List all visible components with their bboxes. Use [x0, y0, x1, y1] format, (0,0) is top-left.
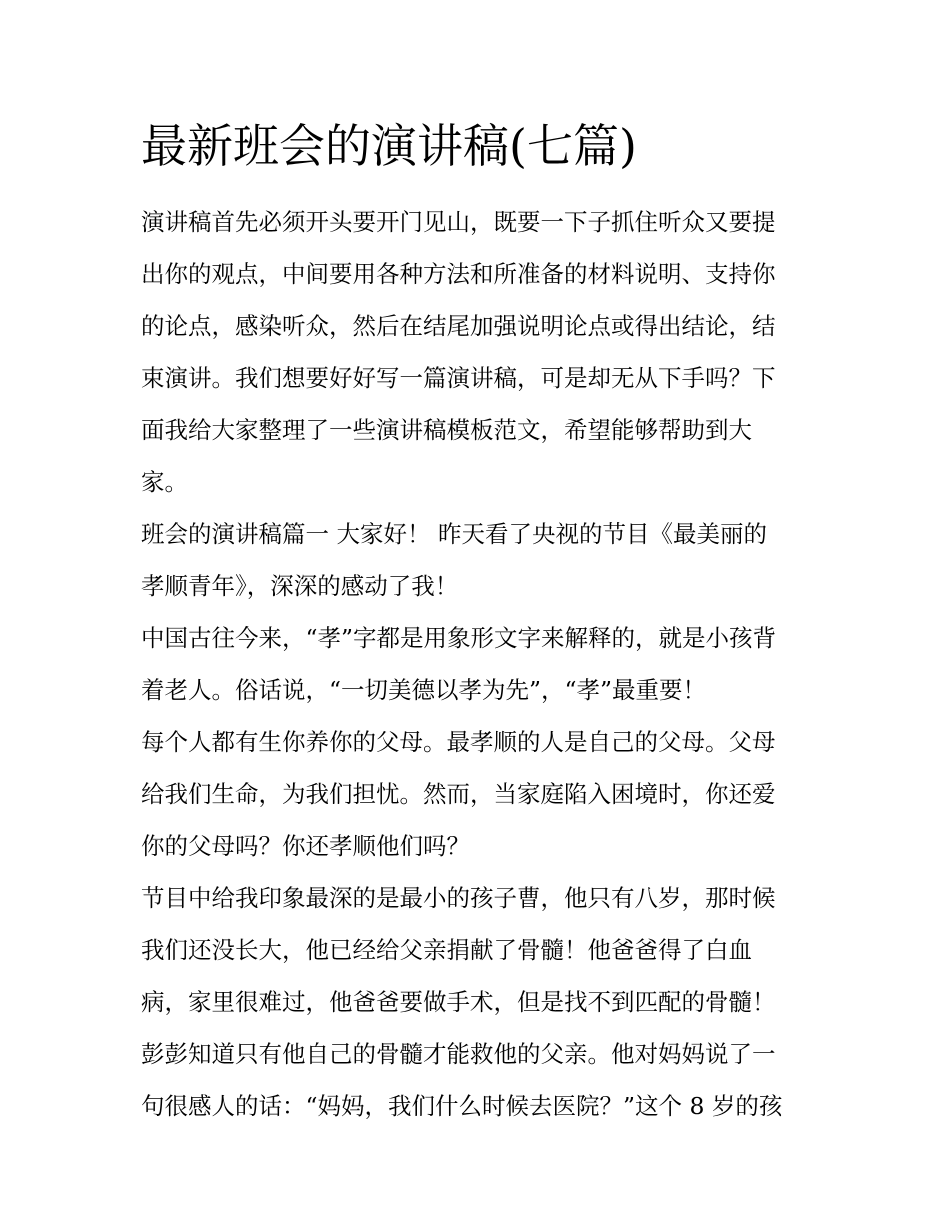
document-title: 最新班会的演讲稿(七篇) [141, 119, 637, 173]
body-line: 班会的演讲稿篇一 大家好！ 昨天看了央视的节目《最美丽的 [141, 520, 767, 548]
document-body [141, 196, 816, 1132]
body-line: 中国古往今来，“孝”字都是用象形文字来解释的，就是小孩背 [141, 624, 777, 652]
body-line: 着老人。俗话说，“一切美德以孝为先”，“孝”最重要！ [141, 676, 707, 704]
body-line: 家。 [141, 468, 188, 496]
body-line: 束演讲。我们想要好好写一篇演讲稿，可是却无从下手吗？下 [141, 364, 776, 392]
body-line: 节目中给我印象最深的是最小的孩子曹，他只有八岁，那时候 [141, 884, 776, 912]
body-line: 演讲稿首先必须开头要开门见山，既要一下子抓住听众又要提 [141, 208, 776, 236]
body-line: 面我给大家整理了一些演讲稿模板范文，希望能够帮助到大 [141, 416, 752, 444]
body-line: 彭彭知道只有他自己的骨髓才能救他的父亲。他对妈妈说了一 [141, 1040, 776, 1068]
body-line: 每个人都有生你养你的父母。最孝顺的人是自己的父母。父母 [141, 728, 776, 756]
body-line: 给我们生命，为我们担忧。然而，当家庭陷入困境时，你还爱 [141, 780, 776, 808]
body-line: 的论点，感染听众，然后在结尾加强说明论点或得出结论，结 [141, 312, 776, 340]
body-line: 句很感人的话：“妈妈，我们什么时候去医院？”这个 8 岁的孩 [141, 1092, 783, 1120]
body-line: 孝顺青年》，深深的感动了我！ [141, 572, 459, 600]
body-line: 我们还没长大，他已经给父亲捐献了骨髓！他爸爸得了白血 [141, 936, 752, 964]
body-line: 病，家里很难过，他爸爸要做手术，但是找不到匹配的骨髓！ [141, 988, 776, 1016]
body-line: 你的父母吗？你还孝顺他们吗？ [141, 832, 470, 860]
body-line: 出你的观点，中间要用各种方法和所准备的材料说明、支持你 [141, 260, 776, 288]
